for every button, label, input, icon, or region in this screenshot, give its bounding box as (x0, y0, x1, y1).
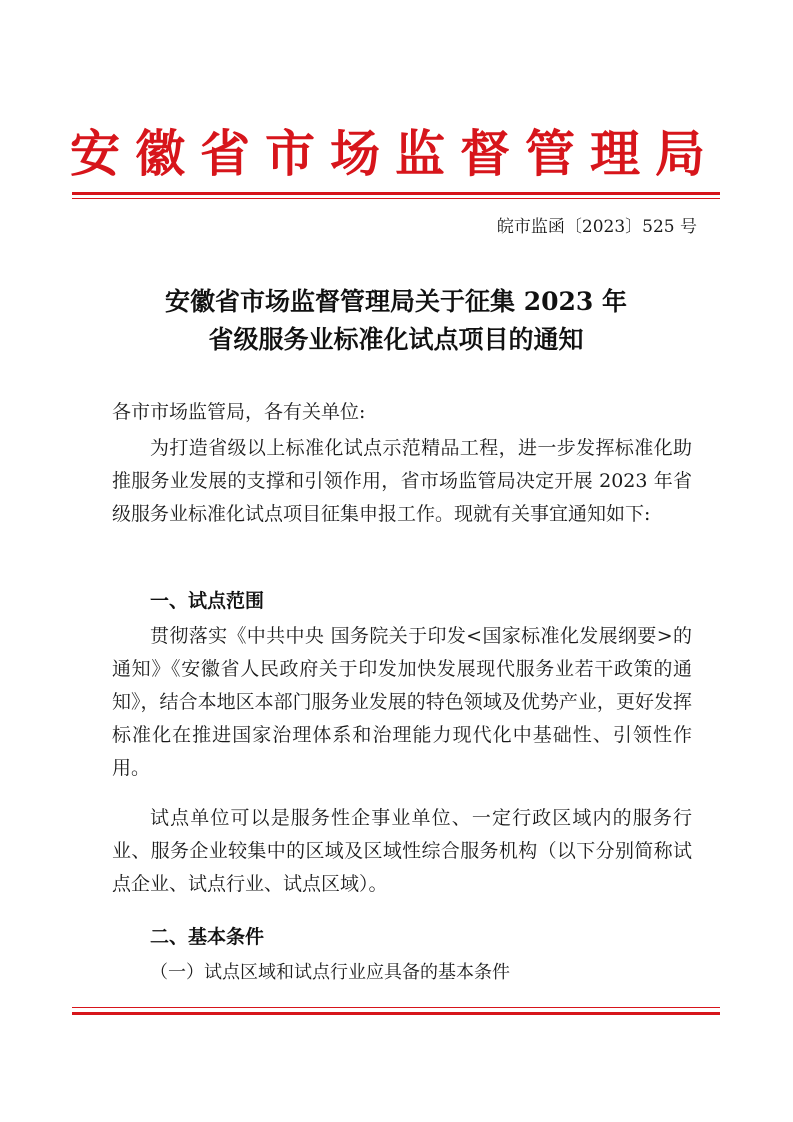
masthead-rule-thick (72, 192, 720, 195)
intro-paragraph: 为打造省级以上标准化试点示范精品工程，进一步发挥标准化助推服务业发展的支撑和引领作用，省市场监管局决定开展 2023 年省级服务业标准化试点项目征集申报工作。现就有关事宜通知如下: (112, 437, 692, 525)
masthead-rule-thin (72, 198, 720, 199)
document-number: 皖市监函〔2023〕525 号 (496, 217, 697, 237)
section-1-paragraph-2: 试点单位可以是服务性企事业单位、一定行政区域内的服务行业、服务企业较集中的区域及区域性综合服务机构（以下分别简称试点企业、试点行业、试点区域）。 (112, 807, 692, 895)
section-2-subheading: （一）试点区域和试点行业应具备的基本条件 (150, 962, 510, 983)
title-line-2: 省级服务业标准化试点项目的通知 (208, 325, 584, 354)
section-2-heading: 二、基本条件 (150, 926, 265, 948)
salutation: 各市市场监管局，各有关单位: (112, 401, 366, 423)
title-line-1: 安徽省市场监督管理局关于征集 2023 年 (165, 287, 627, 316)
section-1-heading: 一、试点范围 (150, 590, 265, 612)
section-1-paragraph-1: 贯彻落实《中共中央 国务院关于印发<国家标准化发展纲要>的通知》《安徽省人民政府关于印发加快发展现代服务业若干政策的通知》，结合本地区本部门服务业发展的特色领域及优势产业，更好发挥标准化在推进国家治理体系和治理能力现代化中基础性、引领性作用。 (112, 625, 692, 779)
agency-masthead: 安徽省市场监督管理局 (70, 125, 720, 183)
footer-rule-thin (72, 1007, 720, 1008)
footer-rule-thick (72, 1012, 720, 1015)
